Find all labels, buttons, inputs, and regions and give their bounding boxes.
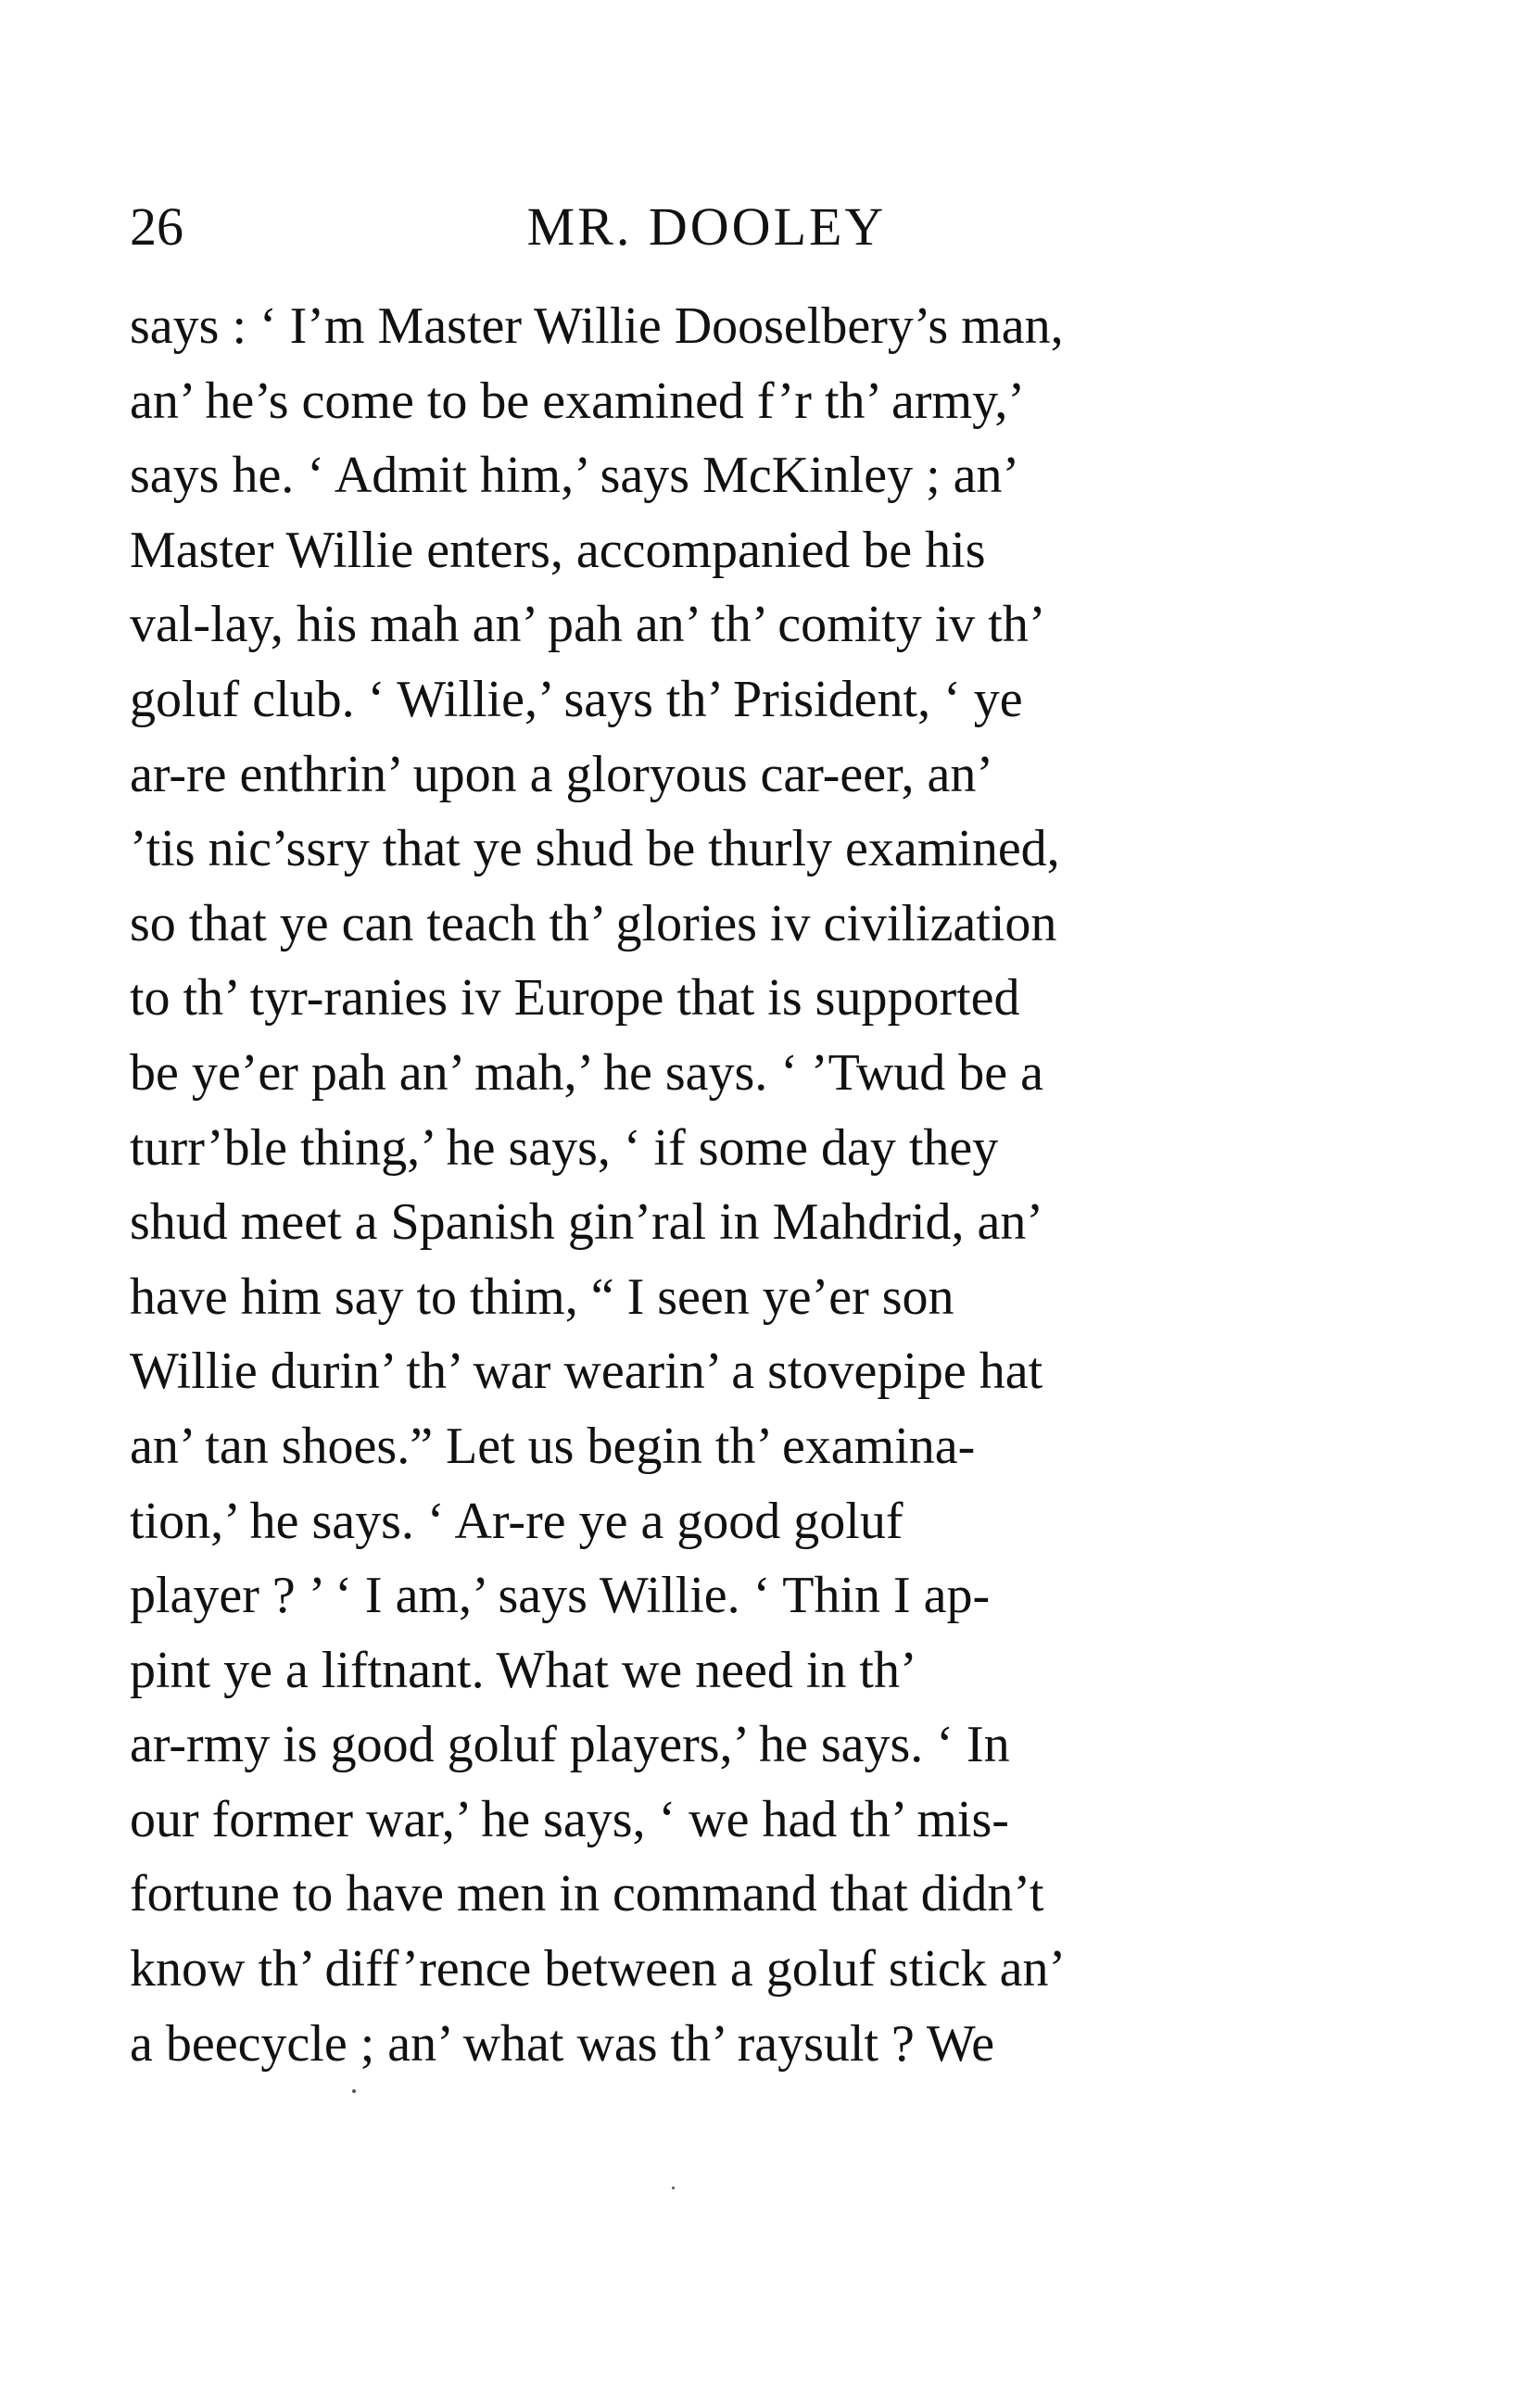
text-line: know th’ diff’rence between a goluf stick an’ bbox=[130, 1940, 1067, 1998]
body-text bbox=[130, 289, 1283, 2081]
page-header bbox=[130, 190, 1283, 264]
text-line: says : ‘ I’m Master Willie Dooselbery’s man, bbox=[130, 297, 1064, 355]
text-line: our former war,’ he says, ‘ we had th’ mis- bbox=[130, 1790, 1009, 1848]
text-line: shud meet a Spanish gin’ral in Mahdrid, an’ bbox=[130, 1193, 1044, 1252]
text-line: ar-re enthrin’ upon a gloryous car-eer, an’ bbox=[130, 745, 994, 803]
text-line: a beecycle ; an’ what was th’ raysult ? We bbox=[130, 2014, 995, 2073]
running-head: MR. DOOLEY bbox=[526, 196, 887, 257]
page-number: 26 bbox=[130, 196, 183, 257]
text-line: ’tis nic’ssry that ye shud be thurly examined, bbox=[130, 820, 1060, 878]
text-line: val-lay, his mah an’ pah an’ th’ comity iv th’ bbox=[130, 596, 1046, 654]
paper-speck bbox=[352, 2089, 356, 2093]
text-line: says he. ‘ Admit him,’ says McKinley ; an’ bbox=[130, 447, 1020, 505]
text-line: goluf club. ‘ Willie,’ says th’ Prisident, ‘ ye bbox=[130, 670, 1023, 728]
text-line: have him say to thim, “ I seen ye’er son bbox=[130, 1267, 954, 1326]
text-line: player ? ’ ‘ I am,’ says Willie. ‘ Thin I ap- bbox=[130, 1567, 991, 1625]
text-line: ar-rmy is good goluf players,’ he says. ‘ In bbox=[130, 1716, 1010, 1774]
text-line: tion,’ he says. ‘ Ar-re ye a good goluf bbox=[130, 1492, 904, 1550]
text-line: Willie durin’ th’ war wearin’ a stovepipe hat bbox=[130, 1343, 1043, 1401]
paper-speck bbox=[672, 2187, 675, 2189]
text-line: Master Willie enters, accompanied be his bbox=[130, 521, 986, 579]
text-line: turr’ble thing,’ he says, ‘ if some day they bbox=[130, 1118, 999, 1177]
text-line: an’ tan shoes.” Let us begin th’ examina- bbox=[130, 1417, 976, 1475]
text-line: be ye’er pah an’ mah,’ he says. ‘ ’Twud be a bbox=[130, 1043, 1044, 1102]
text-line: to th’ tyr-ranies iv Europe that is supported bbox=[130, 969, 1020, 1027]
text-line: so that ye can teach th’ glories iv civilization bbox=[130, 894, 1057, 952]
text-line: an’ he’s come to be examined f’r th’ army,’ bbox=[130, 372, 1026, 430]
text-line: pint ye a liftnant. What we need in th’ bbox=[130, 1641, 917, 1699]
text-line: fortune to have men in command that didn’t bbox=[130, 1865, 1044, 1923]
